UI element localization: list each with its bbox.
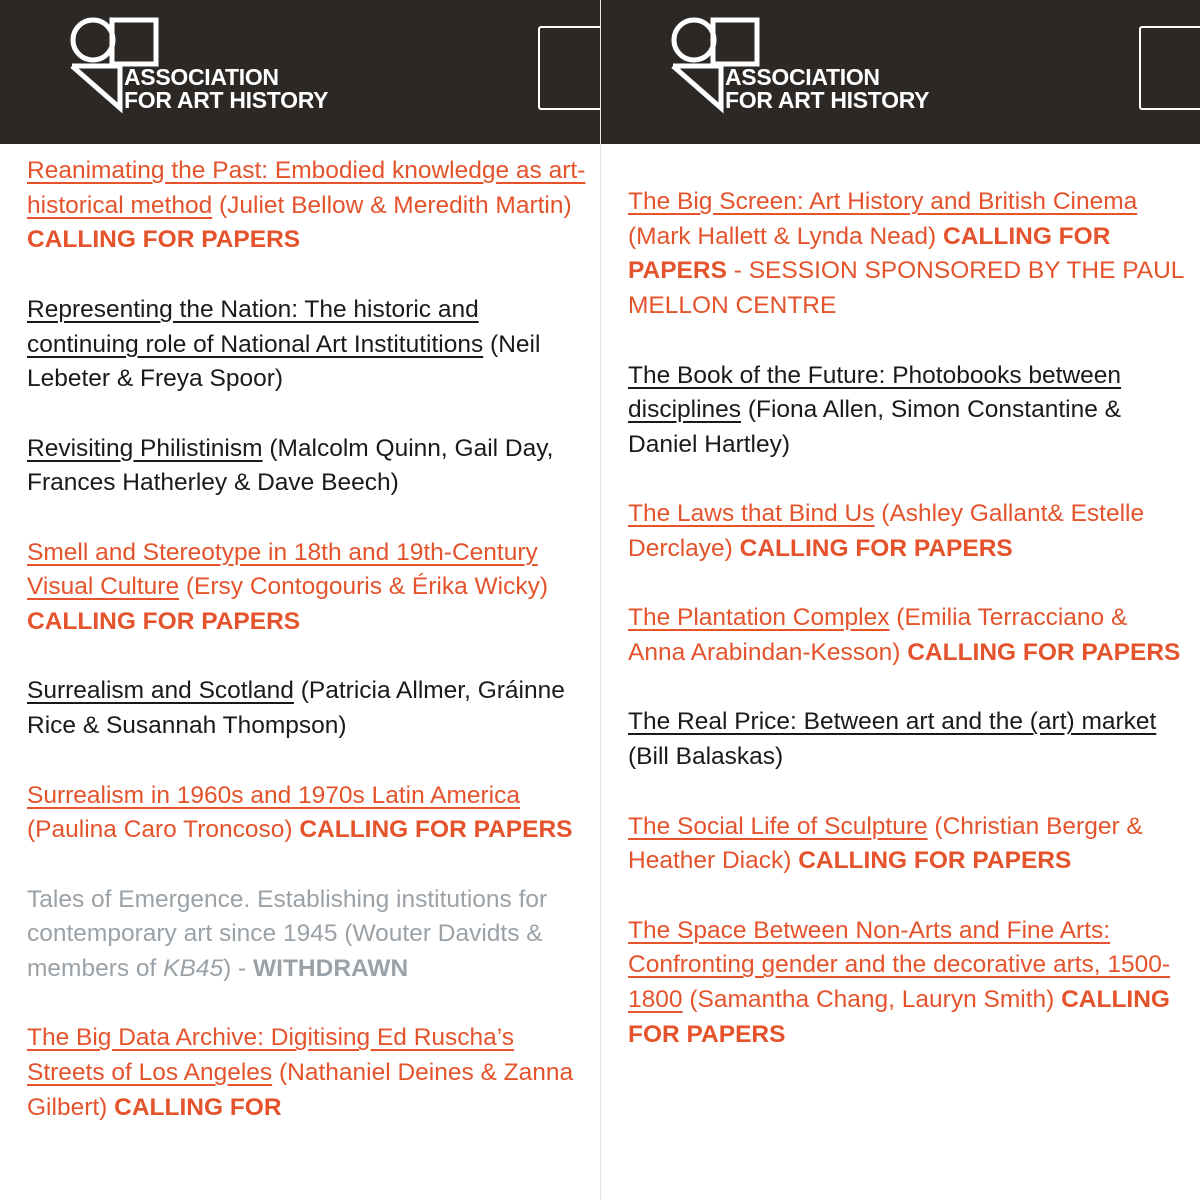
session-title-link[interactable]: Revisiting Philistinism xyxy=(27,434,263,462)
session-entry xyxy=(628,914,1186,1053)
session-convenors: (Patricia Allmer, Gráinne Rice & Susannah Thompson) xyxy=(27,677,565,740)
status-label: CALLING FOR PAPERS xyxy=(907,639,1181,667)
session-entry xyxy=(628,705,1186,774)
brand-line-2: FOR ART HISTORY xyxy=(124,87,329,113)
session-entry xyxy=(27,293,586,397)
session-list-right xyxy=(628,185,1186,1087)
status-label: CALLING FOR PAPERS xyxy=(27,608,301,636)
session-convenors: (Mark Hallett & Lynda Nead) xyxy=(628,222,943,250)
session-title-link[interactable]: The Laws that Bind Us xyxy=(628,500,875,528)
status-label: WITHDRAWN xyxy=(253,955,409,983)
session-convenors: (Nathaniel Deines & Zanna Gilbert) xyxy=(27,1059,574,1121)
session-entry xyxy=(628,497,1186,566)
brand-name[interactable] xyxy=(124,66,328,112)
session-title-link[interactable]: The Big Data Archive: Digitising Ed Ruscha’s Streets of Los Angeles xyxy=(27,1024,515,1087)
session-entry xyxy=(27,154,586,258)
session-entry xyxy=(628,359,1186,463)
session-entry xyxy=(27,536,586,640)
status-label: CALLING FOR PAPERS xyxy=(299,816,573,844)
sponsor-note: SESSION SPONSORED BY THE PAUL MELLON CENTRE xyxy=(628,257,1184,320)
session-title-link[interactable]: Surrealism and Scotland xyxy=(27,677,294,705)
session-text: Tales of Emergence. Establishing institutions for contemporary art since 1945 (Wouter Davidts & members of xyxy=(27,885,548,983)
session-entry xyxy=(628,601,1186,670)
menu-button[interactable] xyxy=(538,26,600,110)
session-entry xyxy=(27,432,586,501)
brand-line-2: FOR ART HISTORY xyxy=(725,87,930,113)
session-entry xyxy=(628,810,1186,879)
status-separator: - xyxy=(726,257,749,285)
session-convenors: (Paulina Caro Troncoso) xyxy=(27,816,300,844)
session-title-link[interactable]: The Space Between Non-Arts and Fine Arts: Confronting gender and the decorative arts, 1500-1800 xyxy=(628,916,1171,1014)
session-entry xyxy=(628,185,1186,324)
session-collective-name: KB45 xyxy=(163,955,224,983)
status-label: CALLING FOR PAPERS xyxy=(27,226,301,254)
session-convenors: (Juliet Bellow & Meredith Martin) xyxy=(212,191,572,219)
brand-name[interactable] xyxy=(725,66,929,112)
session-text: ) - xyxy=(223,955,254,983)
session-convenors: (Fiona Allen, Simon Constantine & Daniel Hartley) xyxy=(628,396,1121,458)
session-convenors: (Emilia Terracciano & Anna Arabindan-Kesson) xyxy=(628,604,1128,667)
session-convenors: (Samantha Chang, Lauryn Smith) xyxy=(682,986,1062,1014)
session-entry xyxy=(27,883,586,987)
session-title-link[interactable]: The Book of the Future: Photobooks between disciplines xyxy=(628,361,1122,424)
session-entry xyxy=(27,1021,586,1125)
site-header xyxy=(0,0,600,144)
session-title-link[interactable]: The Social Life of Sculpture xyxy=(628,812,928,840)
session-list-left xyxy=(27,154,586,1160)
session-convenors: (Christian Berger & Heather Diack) xyxy=(628,812,1143,875)
session-title-link[interactable]: Surrealism in 1960s and 1970s Latin America xyxy=(27,781,521,809)
right-page xyxy=(600,0,1200,1200)
session-title-link[interactable]: Reanimating the Past: Embodied knowledge as art-historical method xyxy=(27,157,586,219)
site-header xyxy=(601,0,1200,144)
session-title-link[interactable]: The Big Screen: Art History and British Cinema xyxy=(628,188,1138,215)
session-title-link[interactable]: The Real Price: Between art and the (art) market xyxy=(628,708,1157,736)
status-label: CALLING FOR PAPERS xyxy=(628,222,1111,285)
session-entry xyxy=(27,674,586,743)
session-title-link[interactable]: Representing the Nation: The historic and continuing role of National Art Institutitions xyxy=(27,295,484,358)
session-convenors: (Ersy Contogouris & Érika Wicky) xyxy=(179,573,549,601)
session-title-link[interactable]: The Plantation Complex xyxy=(628,604,890,632)
status-label: CALLING FOR xyxy=(114,1093,282,1121)
session-entry xyxy=(27,779,586,848)
brand-line-1: ASSOCIATION xyxy=(124,64,279,90)
session-title-link[interactable]: Smell and Stereotype in 18th and 19th-Century Visual Culture xyxy=(27,538,538,601)
status-label: CALLING FOR PAPERS xyxy=(628,986,1170,1048)
session-convenors: (Bill Balaskas) xyxy=(628,743,784,771)
status-label: CALLING FOR PAPERS xyxy=(739,535,1013,562)
status-label: CALLING FOR PAPERS xyxy=(798,847,1072,875)
session-convenors: (Malcolm Quinn, Gail Day, Frances Hatherley & Dave Beech) xyxy=(27,434,554,497)
session-convenors: (Neil Lebeter & Freya Spoor) xyxy=(27,330,541,393)
session-convenors: (Ashley Gallant& Estelle Derclaye) xyxy=(628,500,1145,562)
brand-line-1: ASSOCIATION xyxy=(725,64,880,90)
menu-button[interactable] xyxy=(1139,26,1200,110)
